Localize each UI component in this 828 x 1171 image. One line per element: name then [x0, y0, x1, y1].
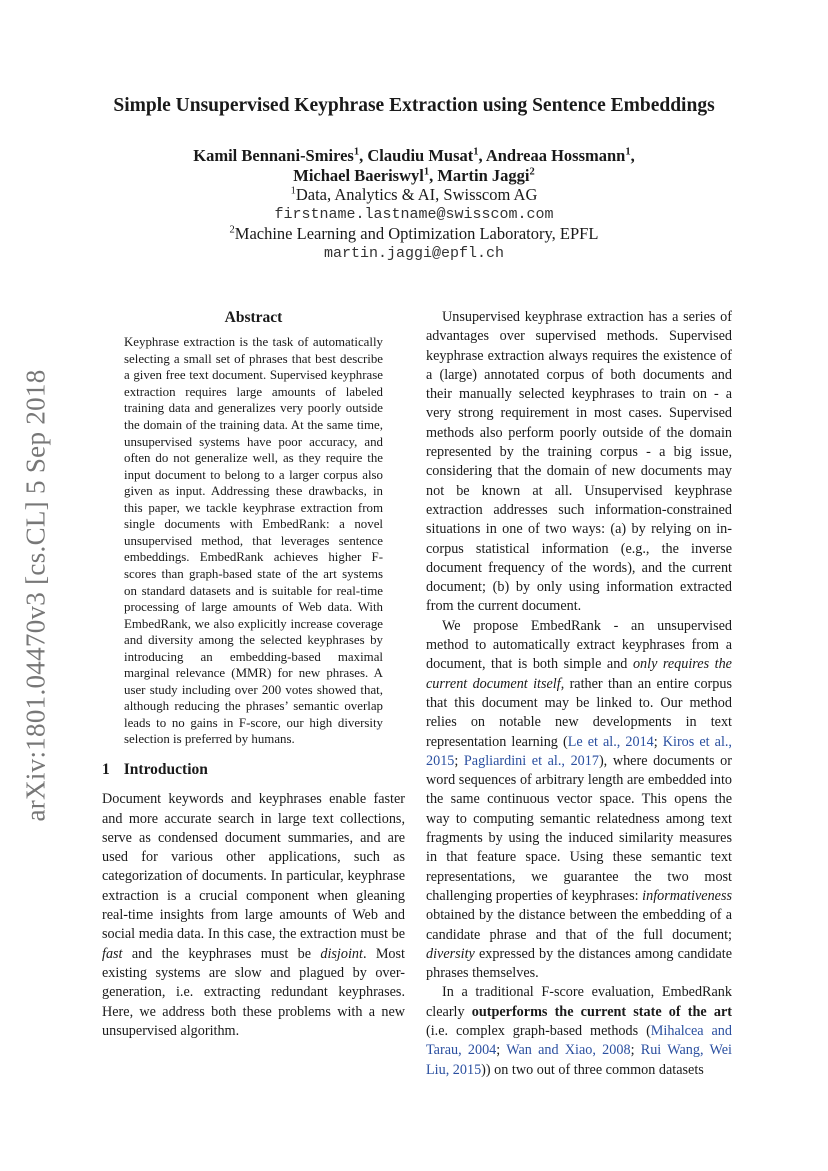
citation-link[interactable]: Wan and Xiao, 2008	[506, 1042, 631, 1059]
arxiv-stamp-text: arXiv:1801.04470v3 [cs.CL] 5 Sep 2018	[20, 368, 51, 822]
citation-link[interactable]: Le et al., 2014	[567, 733, 654, 750]
intro-paragraph: Document keywords and keyphrases enable faster and more accurate search in large text collections, serve as condensed document summaries, and are used for various other applications, such as categorization of documents. In particular, keyphrase extraction is a crucial component when gleaning real-time insights from large amounts of Web and social media data. In this case, the extraction must be fast and the keyphrases must be disjoint. Most existing systems are slow and plagued by over-generation, i.e. extracting redundant keyphrases. Here, we address both these problems with a new unsupervised algorithm.	[102, 791, 405, 1039]
arxiv-stamp	[16, 360, 56, 830]
citation-link[interactable]: Pagliardini et al., 2017	[463, 752, 599, 769]
paper-title: Simple Unsupervised Keyphrase Extraction using Sentence Embeddings	[113, 95, 715, 116]
citation-link[interactable]: Kiros et al., 2015	[426, 733, 732, 769]
affiliation-1: $^1$Data, Analytics & AI, Swisscom AG	[290, 185, 538, 204]
abstract-text: Keyphrase extraction is the task of automatically selecting a small set of phrases that best describe a given free text document. Supervised keyphrase extraction requires large amounts of labeled training data and generalizes very poorly outside the domain of the training data. At the same time, unsupervised systems have poor accuracy, and often do not generalize well, as they require the input document to belong to a larger corpus also given as input. Addressing these drawbacks, in this paper, we tackle keyphrase extraction from single documents with EmbedRank: a novel unsupervised method, that leverages sentence embeddings. EmbedRank achieves higher F-scores than graph-based state of the art systems on standard datasets and is suitable for real-time processing of large amounts of Web data. With EmbedRank, we also explicitly increase coverage and diversity among the selected keyphrases by introducing an embedding-based maximal marginal relevance (MMR) for new phrases. A user study including over 200 votes showed that, although reducing the phrases’ semantic overlap leads to no gains in F-score, our high diversity selection is preferred by humans.	[124, 335, 383, 747]
citation-link[interactable]: Mihalcea and Tarau, 2004	[426, 1022, 732, 1059]
email-1: firstname.lastname@swisscom.com	[274, 205, 554, 223]
section-title: Introduction	[123, 760, 208, 778]
abstract-heading: Abstract	[224, 309, 283, 326]
section-heading	[102, 760, 405, 779]
author-name: Kamil Bennani-Smires	[193, 146, 354, 165]
email-2: martin.jaggi@epfl.ch	[323, 244, 505, 262]
author-line-2: Michael Baeriswyl$^1$, Martin Jaggi$^2$	[293, 165, 535, 185]
affiliation-2: $^2$Machine Learning and Optimization Laboratory, EPFL	[229, 224, 599, 243]
author-name: Claudiu Musat	[367, 146, 474, 165]
author-name: Michael Baeriswyl	[293, 165, 424, 185]
author-block	[90, 146, 738, 263]
author-line-1: Kamil Bennani-Smires$^1$, Claudiu Musat$^1$, Andreaa Hossmann$^1$,	[193, 146, 635, 165]
citation-link[interactable]: Rui Wang, Wei Liu, 2015	[426, 1042, 732, 1078]
section-number: 1	[102, 760, 110, 778]
left-column	[102, 308, 405, 1041]
body-paragraph: Unsupervised keyphrase extraction has a series of advantages over supervised methods. Supervised keyphrase extraction always requires the existence of a (large) annotated corpus of both documents and their manually selected keyphrases to train on - a very strong requirement in most cases. Supervised methods also perform poorly outside of the domain represented by the training corpus - a big issue, considering that the domain of new documents may not be known at all. Unsupervised keyphrase extraction addresses such information-constrained situations in one of two ways: (a) by relying on in-corpus statistical information (e.g., the inverse document frequency of the words), and the current document; (b) by only using information extracted from the current document.	[426, 309, 732, 615]
author-name: Martin Jaggi	[437, 165, 530, 185]
author-name: Andreaa Hossmann	[485, 146, 626, 165]
right-column	[426, 308, 732, 1080]
body-paragraph: We propose EmbedRank - an unsupervised method to automatically extract keyphrases from a document, that is both simple and only requires the current document itself, rather than an entire corpus that this document may be linked to. Our method relies on notable new developments in text representation learning (Le et al., 2014; Kiros et al., 2015; Pagliardini et al., 2017), where documents or word sequences of arbitrary length are embedded into the same continuous vector space. This opens the way to computing semantic relatedness among text fragments by using the induced similarity measures in that feature space. Using these semantic text representations, we guarantee the two most challenging properties of keyphrases: informativeness obtained by the distance between the embedding of a candidate phrase and that of the full document; diversity expressed by the distances among candidate phrases themselves.	[426, 617, 732, 982]
body-paragraph: In a traditional F-score evaluation, EmbedRank clearly outperforms the current state of the art (i.e. complex graph-based methods (Mihalcea and Tarau, 2004; Wan and Xiao, 2008; Rui Wang, Wei Liu, 2015)) on two out of three common datasets	[426, 984, 732, 1078]
